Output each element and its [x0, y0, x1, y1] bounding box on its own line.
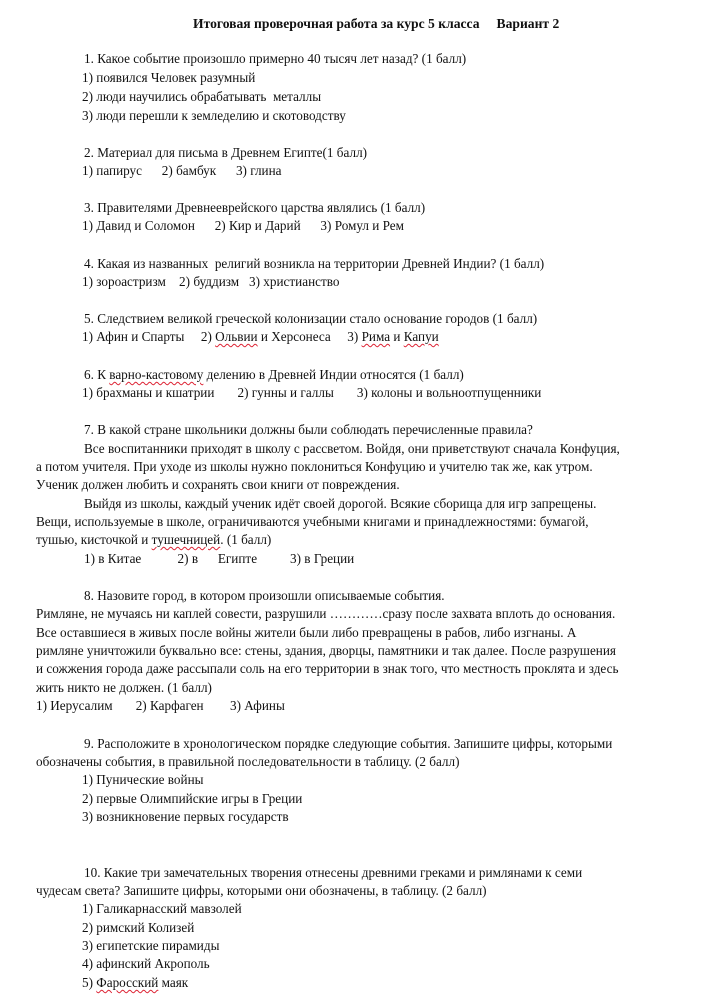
q7-text-line: Выйдя из школы, каждый ученик идёт своей дорогой. Всякие сборища для игр запрещены.	[84, 496, 597, 511]
q7-text-line: Вещи, используемые в школе, ограничиваются учебными книгами и принадлежностями: бумагой,	[36, 514, 589, 529]
q1-option-3: 3) люди перешли к земледелию и скотоводству	[82, 108, 346, 123]
question-1: 1. Какое событие произошло примерно 40 тысяч лет назад? (1 балл)	[84, 51, 467, 66]
q5-word-kapui: Капуи	[403, 329, 439, 344]
q5-answer-1: 1) Афин и Спарты 2)	[82, 329, 216, 344]
question-2: 2. Материал для письма в Древнем Египте(1 балл)	[84, 145, 368, 160]
q10-last-pre: 5)	[82, 975, 97, 990]
q9-option-3: 3) возникновение первых государств	[82, 809, 289, 824]
q7-text-line: Ученик должен любить и сохранять свои книги от повреждения.	[36, 477, 400, 492]
q6-question-post: делению в Древней Индии относятся (1 балл)	[203, 367, 464, 382]
q5-answer-3: и	[390, 329, 404, 344]
q6-word-varno: варно-кастовому	[109, 367, 204, 382]
q7-text-last-line	[36, 531, 271, 548]
q7-last-post: . (1 балл)	[220, 532, 272, 547]
q7-word-tushechnitsa: тушечницей	[151, 532, 221, 547]
question-7: 7. В какой стране школьники должны были соблюдать перечисленные правила?	[84, 422, 533, 437]
q5-answer-2: и Херсонеса 3)	[257, 329, 362, 344]
question-3: 3. Правителями Древнееврейского царства являлись (1 балл)	[84, 200, 426, 215]
q5-answers	[82, 328, 439, 345]
question-8: 8. Назовите город, в котором произошли описываемые события.	[84, 588, 445, 603]
q3-answers: 1) Давид и Соломон 2) Кир и Дарий 3) Ромул и Рем	[82, 218, 404, 233]
q5-word-olvia: Ольвии	[215, 329, 258, 344]
q9-option-1: 1) Пунические войны	[82, 772, 204, 787]
q8-answers: 1) Иерусалим 2) Карфаген 3) Афины	[36, 698, 285, 713]
question-6	[84, 366, 464, 383]
q1-option-2: 2) люди научились обрабатывать металлы	[82, 89, 322, 104]
page-title: Итоговая проверочная работа за курс 5 класса Вариант 2	[193, 16, 560, 31]
q2-answers: 1) папирус 2) бамбук 3) глина	[82, 163, 282, 178]
q10-option-4: 4) афинский Акрополь	[82, 956, 210, 971]
question-9-line-2: обозначены события, в правильной последовательности в таблицу. (2 балл)	[36, 754, 460, 769]
q8-text-line: и сожжения города даже рассыпали соль на его территории в знак того, что местность проклята и здесь	[36, 661, 619, 676]
q7-answers: 1) в Китае 2) в Египте 3) в Греции	[84, 551, 355, 566]
q1-option-1: 1) появился Человек разумный	[82, 70, 256, 85]
question-5: 5. Следствием великой греческой колонизации стало основание городов (1 балл)	[84, 311, 538, 326]
q7-text-line: а потом учителя. При уходе из школы нужно поклониться Конфуцию и учителю так же, как утром.	[36, 459, 593, 474]
q7-last-pre: тушью, кисточкой и	[36, 532, 152, 547]
q10-option-1: 1) Галикарнасский мавзолей	[82, 901, 242, 916]
q7-text-line: Все воспитанники приходят в школу с рассветом. Войдя, они приветствуют сначала Конфуция,	[84, 441, 620, 456]
q8-text-line: жить никто не должен. (1 балл)	[36, 680, 212, 695]
q10-option-3: 3) египетские пирамиды	[82, 938, 220, 953]
q8-text-line: Все оставшиеся в живых после войны жители были либо превращены в рабов, либо изгнаны. А	[36, 625, 577, 640]
q8-text-line: римляне уничтожили буквально все: стены, здания, дворцы, памятники и так далее. После разрушения	[36, 643, 616, 658]
q4-answers: 1) зороастризм 2) буддизм 3) христианство	[82, 274, 340, 289]
q10-word-farosskiy: Фаросский	[96, 975, 159, 990]
question-10: 10. Какие три замечательных творения отнесены древними греками и римлянами к семи	[84, 865, 583, 880]
q9-option-2: 2) первые Олимпийские игры в Греции	[82, 791, 303, 806]
q10-last-post: маяк	[158, 975, 189, 990]
q6-question-pre: 6. К	[84, 367, 110, 382]
question-4: 4. Какая из названных религий возникла на территории Древней Индии? (1 балл)	[84, 256, 545, 271]
q10-option-5	[82, 974, 188, 991]
q8-text-line: Римляне, не мучаясь ни каплей совести, разрушили …………сразу после захвата вплоть до основания.	[36, 606, 616, 621]
question-10-line-2: чудесам света? Запишите цифры, которыми они обозначены, в таблицу. (2 балл)	[36, 883, 487, 898]
q6-answers: 1) брахманы и кшатрии 2) гунны и галлы 3) колоны и вольноотпущенники	[82, 385, 542, 400]
q5-word-rima: Рима	[361, 329, 391, 344]
question-9: 9. Расположите в хронологическом порядке следующие события. Запишите цифры, которыми	[84, 736, 613, 751]
q10-option-2: 2) римский Колизей	[82, 920, 195, 935]
